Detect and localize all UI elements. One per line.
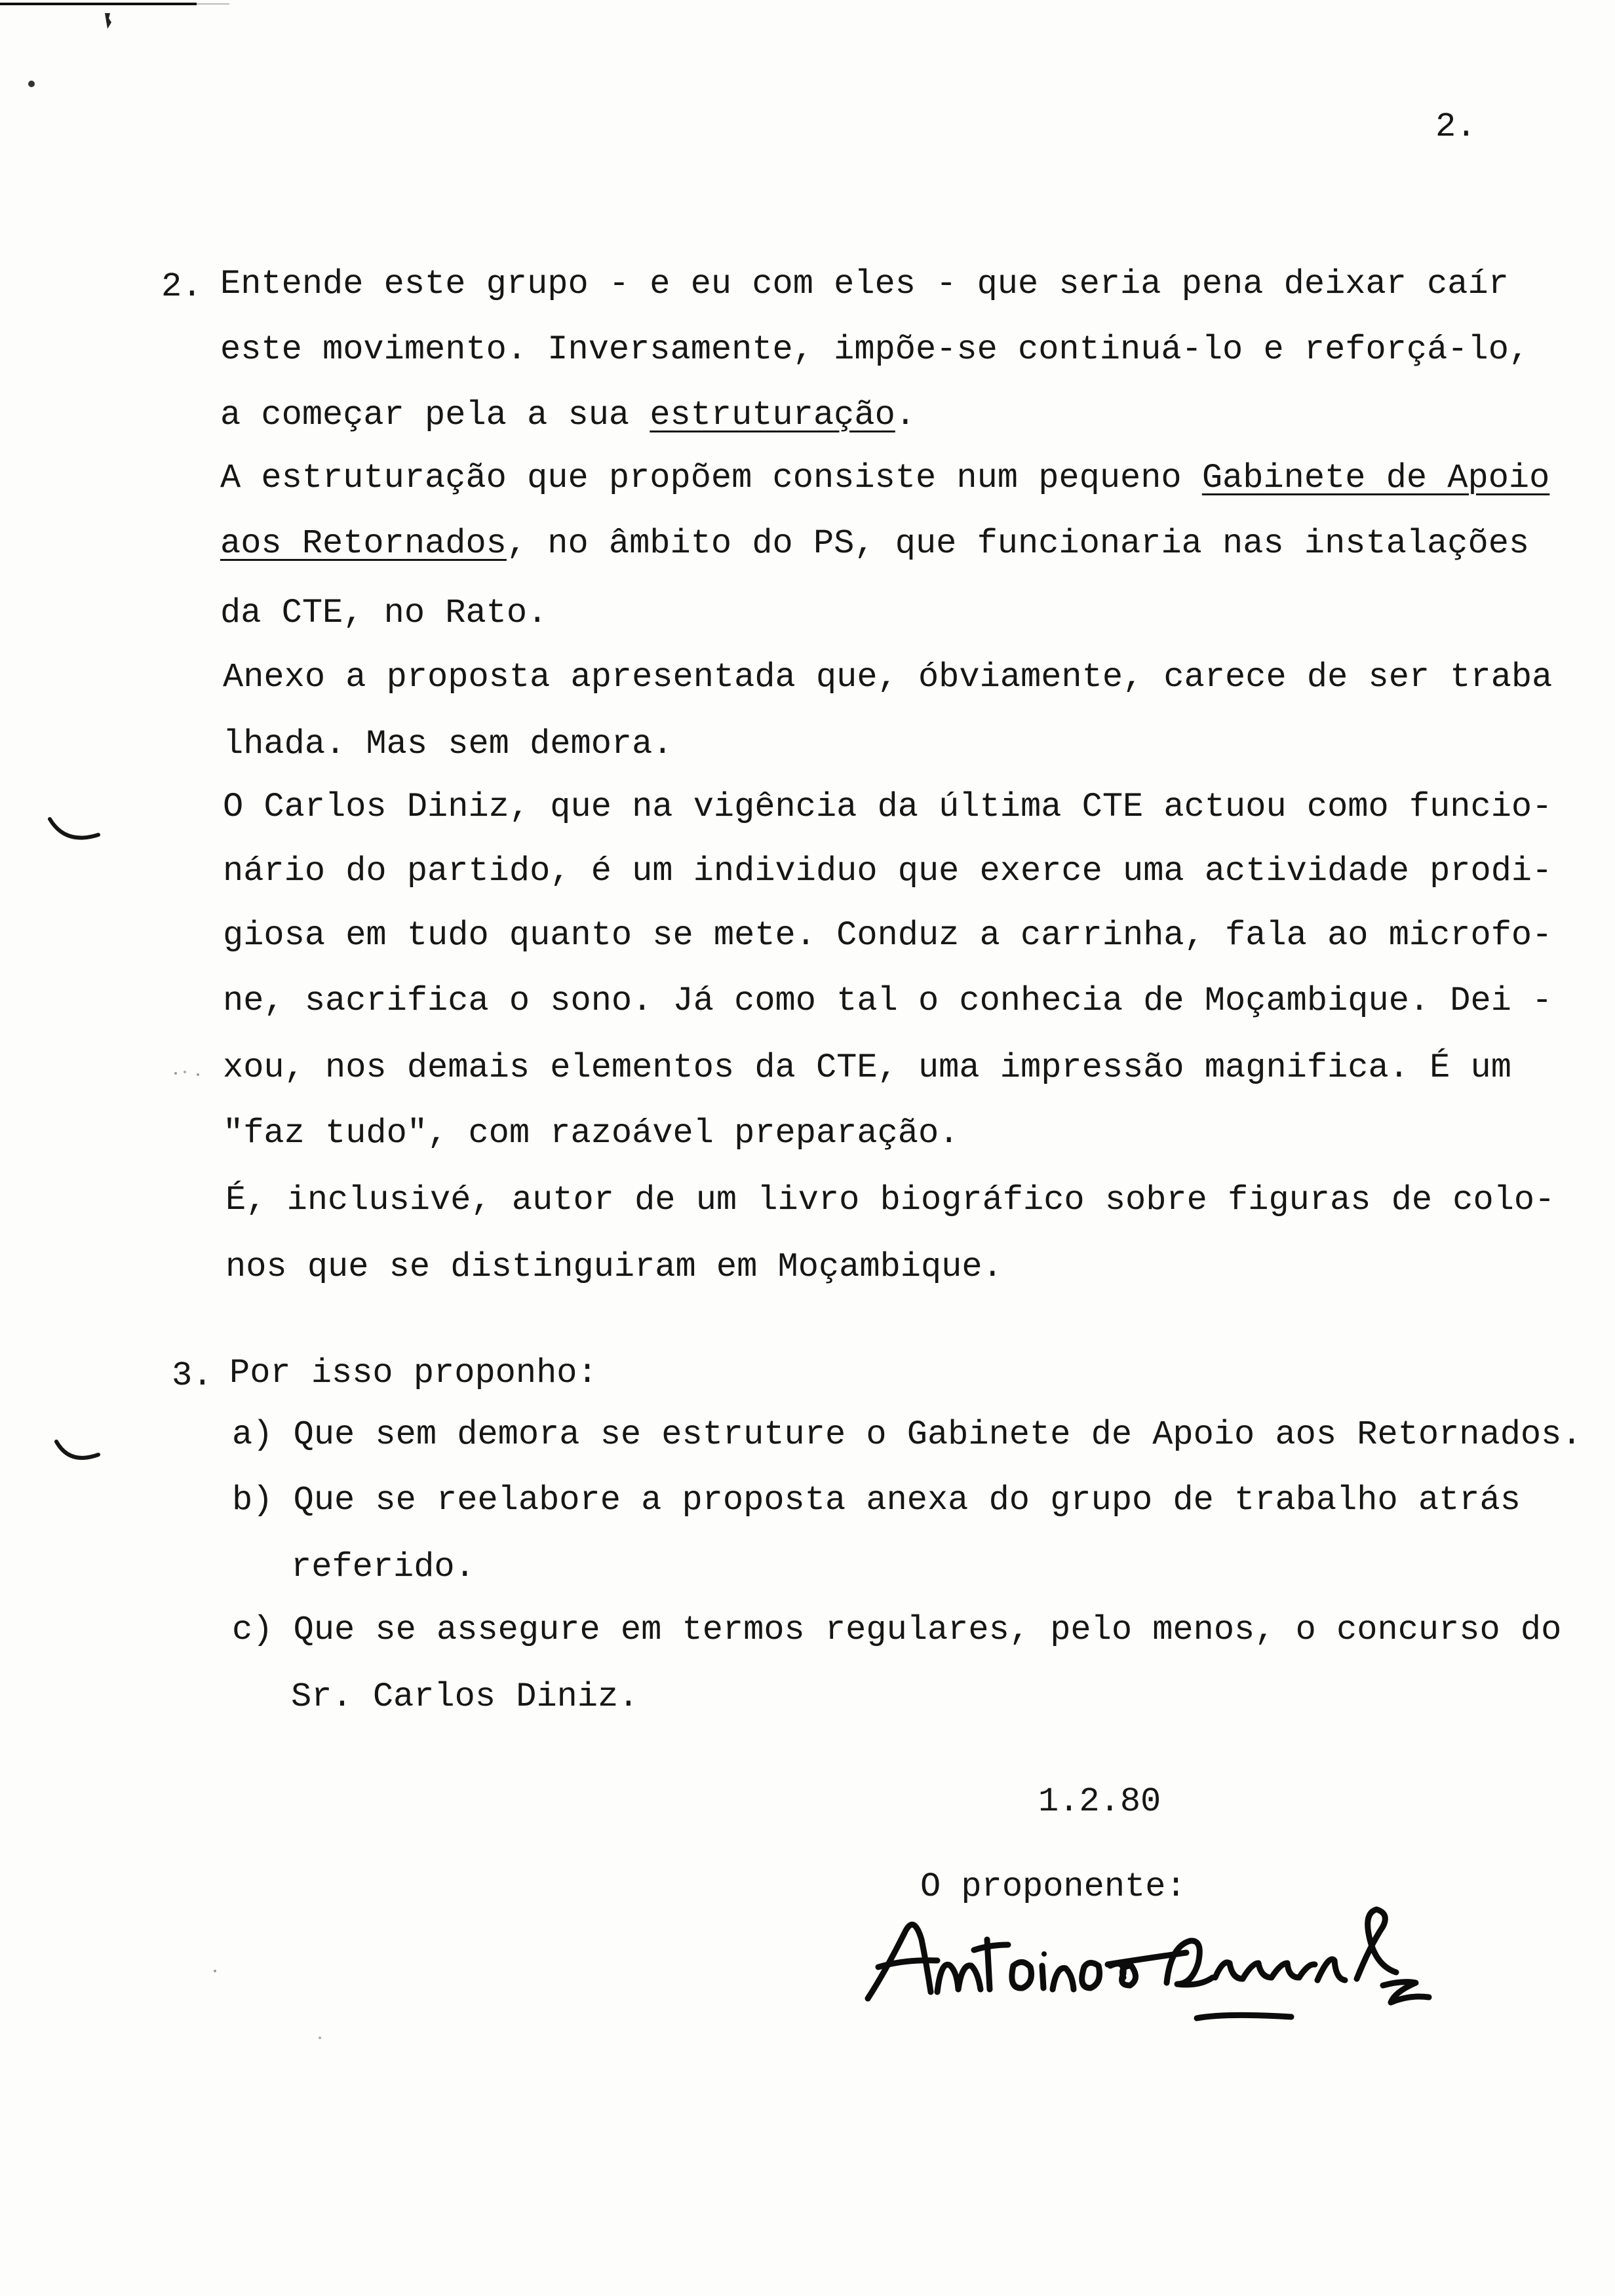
signature-label: O proponente: (920, 1867, 1186, 1906)
scan-speck (208, 1966, 340, 2044)
line-text: A estruturação que propõem consiste num pequeno (220, 459, 1202, 497)
section-2-line: ne, sacrifica o sono. Já como tal o conhecia de Moçambique. Dei - (223, 982, 1553, 1020)
section-2-line: Entende este grupo - e eu com eles - que seria pena deixar caír (220, 265, 1509, 303)
section-2-line (220, 459, 1549, 497)
line-text: a começar pela a sua (220, 396, 650, 434)
handwritten-signature (859, 1867, 1435, 2038)
line-text: , no âmbito do PS, que funcionaria nas instalações (506, 524, 1530, 563)
scan-dot (26, 79, 37, 89)
section-2-line (220, 396, 916, 434)
section-2-number: 2. (161, 267, 203, 306)
proposal-item-continuation: Sr. Carlos Diniz. (291, 1677, 639, 1716)
line-text: . (895, 396, 916, 434)
section-2-line: lhada. Mas sem demora. (223, 725, 673, 763)
scan-edge-line (0, 0, 236, 20)
margin-mark (52, 1435, 105, 1474)
section-2-line: Anexo a proposta apresentada que, óbviamente, carece de ser traba (223, 658, 1553, 697)
scan-mark (98, 9, 118, 35)
section-2-line: xou, nos demais elementos da CTE, uma impressão magnifica. É um (223, 1048, 1511, 1087)
document-date: 1.2.80 (1038, 1782, 1161, 1821)
section-2-line: nário do partido, é um individuo que exerce uma actividade prodi- (223, 852, 1553, 890)
page-number: 2. (1435, 107, 1477, 146)
section-2-line: da CTE, no Rato. (220, 594, 548, 632)
underlined-term: Gabinete de Apoio (1201, 459, 1550, 497)
section-2-line: É, inclusivé, autor de um livro biográfico sobre figuras de colo- (225, 1181, 1555, 1219)
scan-speck (172, 1067, 224, 1080)
section-2-line: "faz tudo", com razoável preparação. (223, 1114, 960, 1153)
section-2-line: este movimento. Inversamente, impõe-se continuá-lo e reforçá-lo, (220, 330, 1530, 369)
proposal-item: c) Que se assegure em termos regulares, pelo menos, o concurso do (232, 1611, 1562, 1649)
section-3-intro: Por isso proponho: (229, 1354, 598, 1392)
underlined-term: aos Retornados (220, 524, 507, 563)
section-2-line: O Carlos Diniz, que na vigência da última CTE actuou como funcio- (223, 788, 1553, 826)
proposal-item: a) Que sem demora se estruture o Gabinete de Apoio aos Retornados. (232, 1415, 1582, 1454)
proposal-item: b) Que se reelabore a proposta anexa do grupo de trabalho atrás (232, 1481, 1521, 1520)
proposal-item-continuation: referido. (291, 1548, 475, 1586)
section-2-line: giosa em tudo quanto se mete. Conduz a carrinha, fala ao microfo- (223, 916, 1553, 955)
section-2-line (220, 524, 1529, 563)
section-3-number: 3. (172, 1356, 213, 1395)
underlined-term: estruturação (650, 396, 895, 434)
margin-mark (46, 813, 105, 852)
section-2-line: nos que se distinguiram em Moçambique. (225, 1248, 1003, 1286)
